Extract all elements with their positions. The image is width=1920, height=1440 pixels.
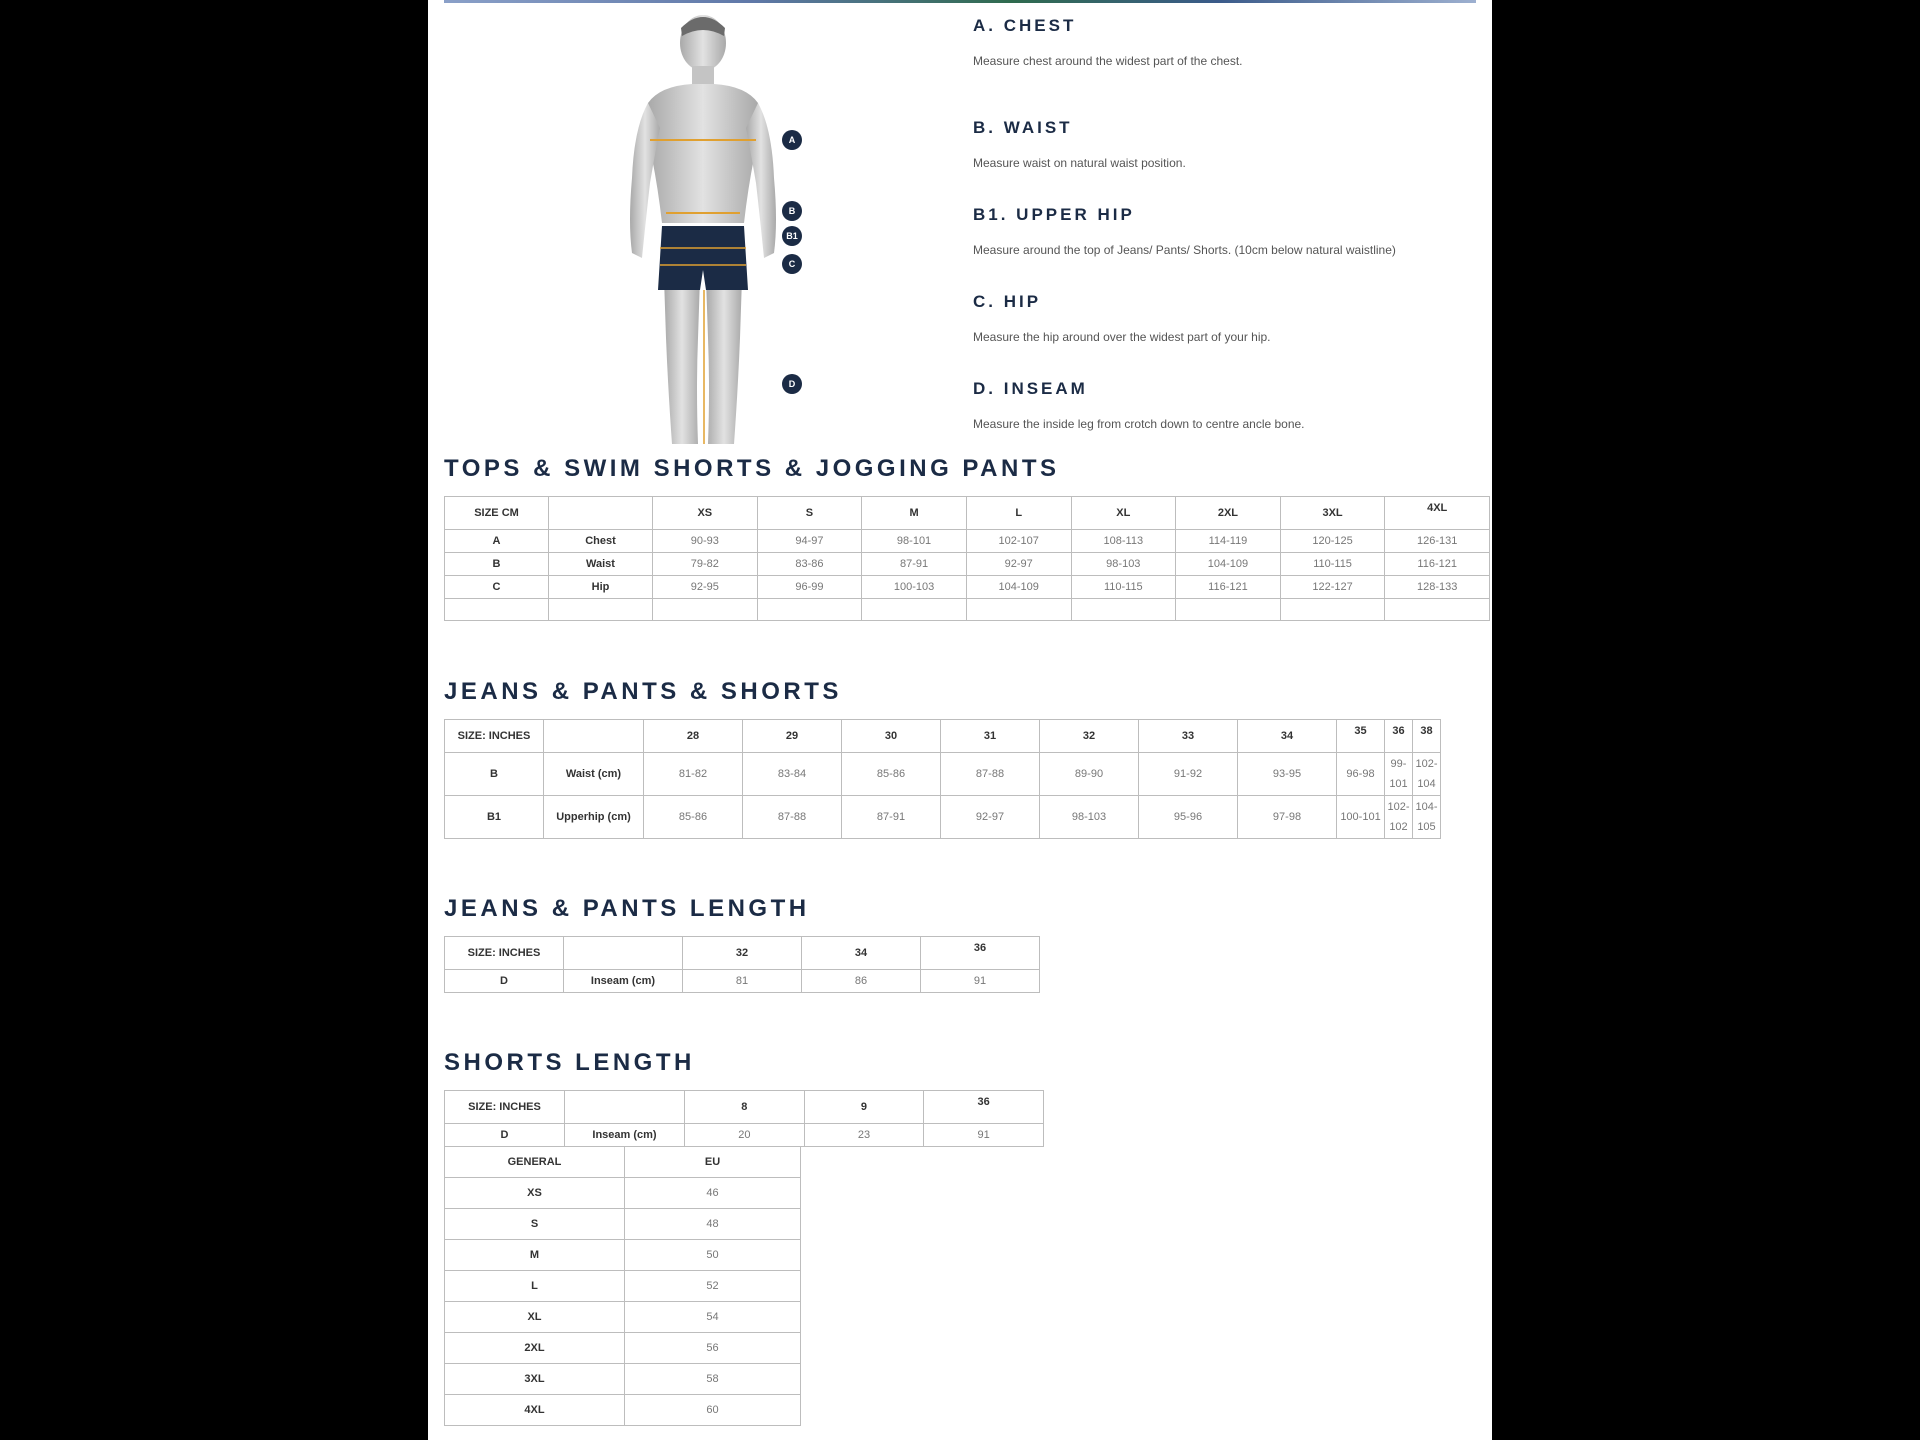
- table-row: [445, 1364, 801, 1395]
- table-cell: 92-97: [966, 553, 1071, 576]
- header-cell: 2XL: [1176, 497, 1281, 530]
- table-cell: 104-109: [966, 576, 1071, 599]
- measurement-text: Measure the hip around over the widest part of your hip.: [973, 330, 1271, 344]
- table-header-row: [445, 1147, 801, 1178]
- measurement-text: Measure around the top of Jeans/ Pants/ Shorts. (10cm below natural waistline): [973, 243, 1396, 257]
- header-cell: SIZE CM: [445, 497, 549, 530]
- header-cell: SIZE: INCHES: [445, 1091, 565, 1124]
- table-cell: 91: [921, 970, 1040, 993]
- table-header-row: [445, 497, 1490, 530]
- table-cell: 58: [625, 1364, 801, 1395]
- measurement-waist: [973, 118, 1186, 170]
- measurement-text: Measure the inside leg from crotch down to centre ancle bone.: [973, 417, 1305, 431]
- row-label: Waist: [549, 553, 653, 576]
- row-label: XL: [445, 1302, 625, 1333]
- table-cell: 92-97: [941, 796, 1040, 839]
- table-row: [445, 1209, 801, 1240]
- table-cell: 122-127: [1280, 576, 1385, 599]
- measurement-title: C. HIP: [973, 292, 1042, 311]
- table-cell: 48: [625, 1209, 801, 1240]
- table-cell: 98-103: [1040, 796, 1139, 839]
- table-cell: 95-96: [1139, 796, 1238, 839]
- table-cell: 81-82: [644, 753, 743, 796]
- table-cell: 87-91: [862, 553, 967, 576]
- table-cell: 50: [625, 1240, 801, 1271]
- row-label: Inseam (cm): [565, 1124, 685, 1147]
- table-header-row: [445, 937, 1040, 970]
- table-cell: 94-97: [757, 530, 862, 553]
- header-cell: 28: [644, 720, 743, 753]
- measurement-hip: [973, 292, 1271, 344]
- measurement-text: Measure waist on natural waist position.: [973, 156, 1186, 170]
- tops-size-table: [444, 496, 1490, 621]
- row-label: L: [445, 1271, 625, 1302]
- measurement-title: B. WAIST: [973, 118, 1073, 137]
- table-cell: [757, 599, 862, 621]
- row-label: XS: [445, 1178, 625, 1209]
- header-cell: 30: [842, 720, 941, 753]
- marker-d: D: [782, 374, 802, 394]
- row-label: Hip: [549, 576, 653, 599]
- header-cell: 38: [1413, 720, 1441, 753]
- table-cell: 110-115: [1280, 553, 1385, 576]
- marker-a: A: [782, 130, 802, 150]
- row-label: Upperhip (cm): [544, 796, 644, 839]
- table-cell: 104- 105: [1413, 796, 1441, 839]
- table-cell: [862, 599, 967, 621]
- header-cell: EU: [625, 1147, 801, 1178]
- table-row: [445, 576, 1490, 599]
- measurement-upper-hip: [973, 205, 1396, 257]
- header-cell: XL: [1071, 497, 1176, 530]
- table-row: [445, 1302, 801, 1333]
- table-cell: 85-86: [842, 753, 941, 796]
- table-row: [445, 1124, 1044, 1147]
- table-cell: 87-88: [743, 796, 842, 839]
- table-cell: 91-92: [1139, 753, 1238, 796]
- header-cell: 8: [685, 1091, 805, 1124]
- header-cell: 3XL: [1280, 497, 1385, 530]
- header-cell: 31: [941, 720, 1040, 753]
- size-guide-page: [428, 0, 1492, 1440]
- table-cell: 128-133: [1385, 576, 1490, 599]
- measurement-title: D. INSEAM: [973, 379, 1088, 398]
- table-cell: 96-98: [1337, 753, 1385, 796]
- table-cell: [1280, 599, 1385, 621]
- table-cell: 87-91: [842, 796, 941, 839]
- table-row: [445, 970, 1040, 993]
- table-cell: 23: [804, 1124, 924, 1147]
- row-code: B1: [445, 796, 544, 839]
- table-cell: 102-107: [966, 530, 1071, 553]
- table-cell: 52: [625, 1271, 801, 1302]
- table-cell: 98-101: [862, 530, 967, 553]
- measurement-title: A. CHEST: [973, 16, 1077, 35]
- table-cell: [1071, 599, 1176, 621]
- header-cell: S: [757, 497, 862, 530]
- header-cell: 34: [802, 937, 921, 970]
- row-code: D: [445, 970, 564, 993]
- shorts-length-table: [444, 1090, 1044, 1147]
- measurement-chest: [973, 16, 1242, 68]
- row-label: Inseam (cm): [564, 970, 683, 993]
- header-cell: XS: [653, 497, 758, 530]
- table-cell: 102- 104: [1413, 753, 1441, 796]
- row-label: 2XL: [445, 1333, 625, 1364]
- table-cell: 89-90: [1040, 753, 1139, 796]
- table-row: [445, 530, 1490, 553]
- table-cell: 114-119: [1176, 530, 1281, 553]
- header-cell: 35: [1337, 720, 1385, 753]
- header-cell: [564, 937, 683, 970]
- table-cell: 98-103: [1071, 553, 1176, 576]
- table-cell: 91: [924, 1124, 1044, 1147]
- header-cell: 32: [1040, 720, 1139, 753]
- row-label: S: [445, 1209, 625, 1240]
- table-row: [445, 553, 1490, 576]
- table-row: [445, 1240, 801, 1271]
- table-cell: 99- 101: [1385, 753, 1413, 796]
- table-cell: 100-101: [1337, 796, 1385, 839]
- header-cell: 29: [743, 720, 842, 753]
- row-label: Waist (cm): [544, 753, 644, 796]
- table-cell: 120-125: [1280, 530, 1385, 553]
- table-header-row: [445, 720, 1441, 753]
- table-row: [445, 1178, 801, 1209]
- row-label: M: [445, 1240, 625, 1271]
- header-cell: GENERAL: [445, 1147, 625, 1178]
- table-cell: 108-113: [1071, 530, 1176, 553]
- table-cell: [653, 599, 758, 621]
- table-cell: 93-95: [1238, 753, 1337, 796]
- table-cell: [549, 599, 653, 621]
- header-cell: L: [966, 497, 1071, 530]
- table-row: [445, 1333, 801, 1364]
- header-cell: [565, 1091, 685, 1124]
- table-cell: 83-86: [757, 553, 862, 576]
- jeans-size-table: [444, 719, 1441, 839]
- header-cell: 33: [1139, 720, 1238, 753]
- section-title-tops: TOPS & SWIM SHORTS & JOGGING PANTS: [444, 455, 1060, 482]
- table-cell: 87-88: [941, 753, 1040, 796]
- table-cell: 60: [625, 1395, 801, 1426]
- table-cell: 79-82: [653, 553, 758, 576]
- row-code: B: [445, 553, 549, 576]
- marker-c: C: [782, 254, 802, 274]
- header-cell: [544, 720, 644, 753]
- marker-b1: B1: [782, 226, 802, 246]
- header-cell: 9: [804, 1091, 924, 1124]
- header-cell: 36: [1385, 720, 1413, 753]
- table-cell: 56: [625, 1333, 801, 1364]
- row-label: Chest: [549, 530, 653, 553]
- table-header-row: [445, 1091, 1044, 1124]
- row-code: A: [445, 530, 549, 553]
- marker-b: B: [782, 201, 802, 221]
- table-cell: 97-98: [1238, 796, 1337, 839]
- table-cell: 90-93: [653, 530, 758, 553]
- table-cell: 85-86: [644, 796, 743, 839]
- measurement-title: B1. UPPER HIP: [973, 205, 1135, 224]
- table-cell: [1385, 599, 1490, 621]
- section-title-jeans: JEANS & PANTS & SHORTS: [444, 678, 842, 705]
- table-cell: 81: [683, 970, 802, 993]
- measurement-inseam: [973, 379, 1305, 431]
- table-row: [445, 753, 1441, 796]
- header-cell: 36: [921, 937, 1040, 970]
- table-cell: 54: [625, 1302, 801, 1333]
- table-cell: 100-103: [862, 576, 967, 599]
- table-cell: [966, 599, 1071, 621]
- header-cell: 36: [924, 1091, 1044, 1124]
- row-code: D: [445, 1124, 565, 1147]
- section-title-jeans-length: JEANS & PANTS LENGTH: [444, 895, 810, 922]
- row-code: C: [445, 576, 549, 599]
- header-cell: 32: [683, 937, 802, 970]
- table-row: [445, 796, 1441, 839]
- header-cell: 4XL: [1385, 497, 1490, 530]
- row-label: 3XL: [445, 1364, 625, 1395]
- general-eu-table: [444, 1146, 801, 1426]
- header-cell: 34: [1238, 720, 1337, 753]
- table-cell: [1176, 599, 1281, 621]
- header-cell: SIZE: INCHES: [445, 720, 544, 753]
- table-cell: 116-121: [1176, 576, 1281, 599]
- header-cell: [549, 497, 653, 530]
- top-banner-strip: [444, 0, 1476, 3]
- table-cell: 20: [685, 1124, 805, 1147]
- table-cell: 104-109: [1176, 553, 1281, 576]
- measurement-text: Measure chest around the widest part of the chest.: [973, 54, 1243, 68]
- table-cell: 86: [802, 970, 921, 993]
- header-cell: SIZE: INCHES: [445, 937, 564, 970]
- table-row: [445, 1271, 801, 1302]
- table-cell: 83-84: [743, 753, 842, 796]
- table-cell: 92-95: [653, 576, 758, 599]
- row-code: B: [445, 753, 544, 796]
- table-cell: 46: [625, 1178, 801, 1209]
- row-label: 4XL: [445, 1395, 625, 1426]
- table-row: [445, 1395, 801, 1426]
- table-cell: 116-121: [1385, 553, 1490, 576]
- table-row-empty: [445, 599, 1490, 621]
- header-cell: M: [862, 497, 967, 530]
- section-title-shorts-length: SHORTS LENGTH: [444, 1049, 695, 1076]
- jeans-length-table: [444, 936, 1040, 993]
- table-cell: 126-131: [1385, 530, 1490, 553]
- table-cell: 102- 102: [1385, 796, 1413, 839]
- table-cell: 110-115: [1071, 576, 1176, 599]
- table-cell: 96-99: [757, 576, 862, 599]
- table-cell: [445, 599, 549, 621]
